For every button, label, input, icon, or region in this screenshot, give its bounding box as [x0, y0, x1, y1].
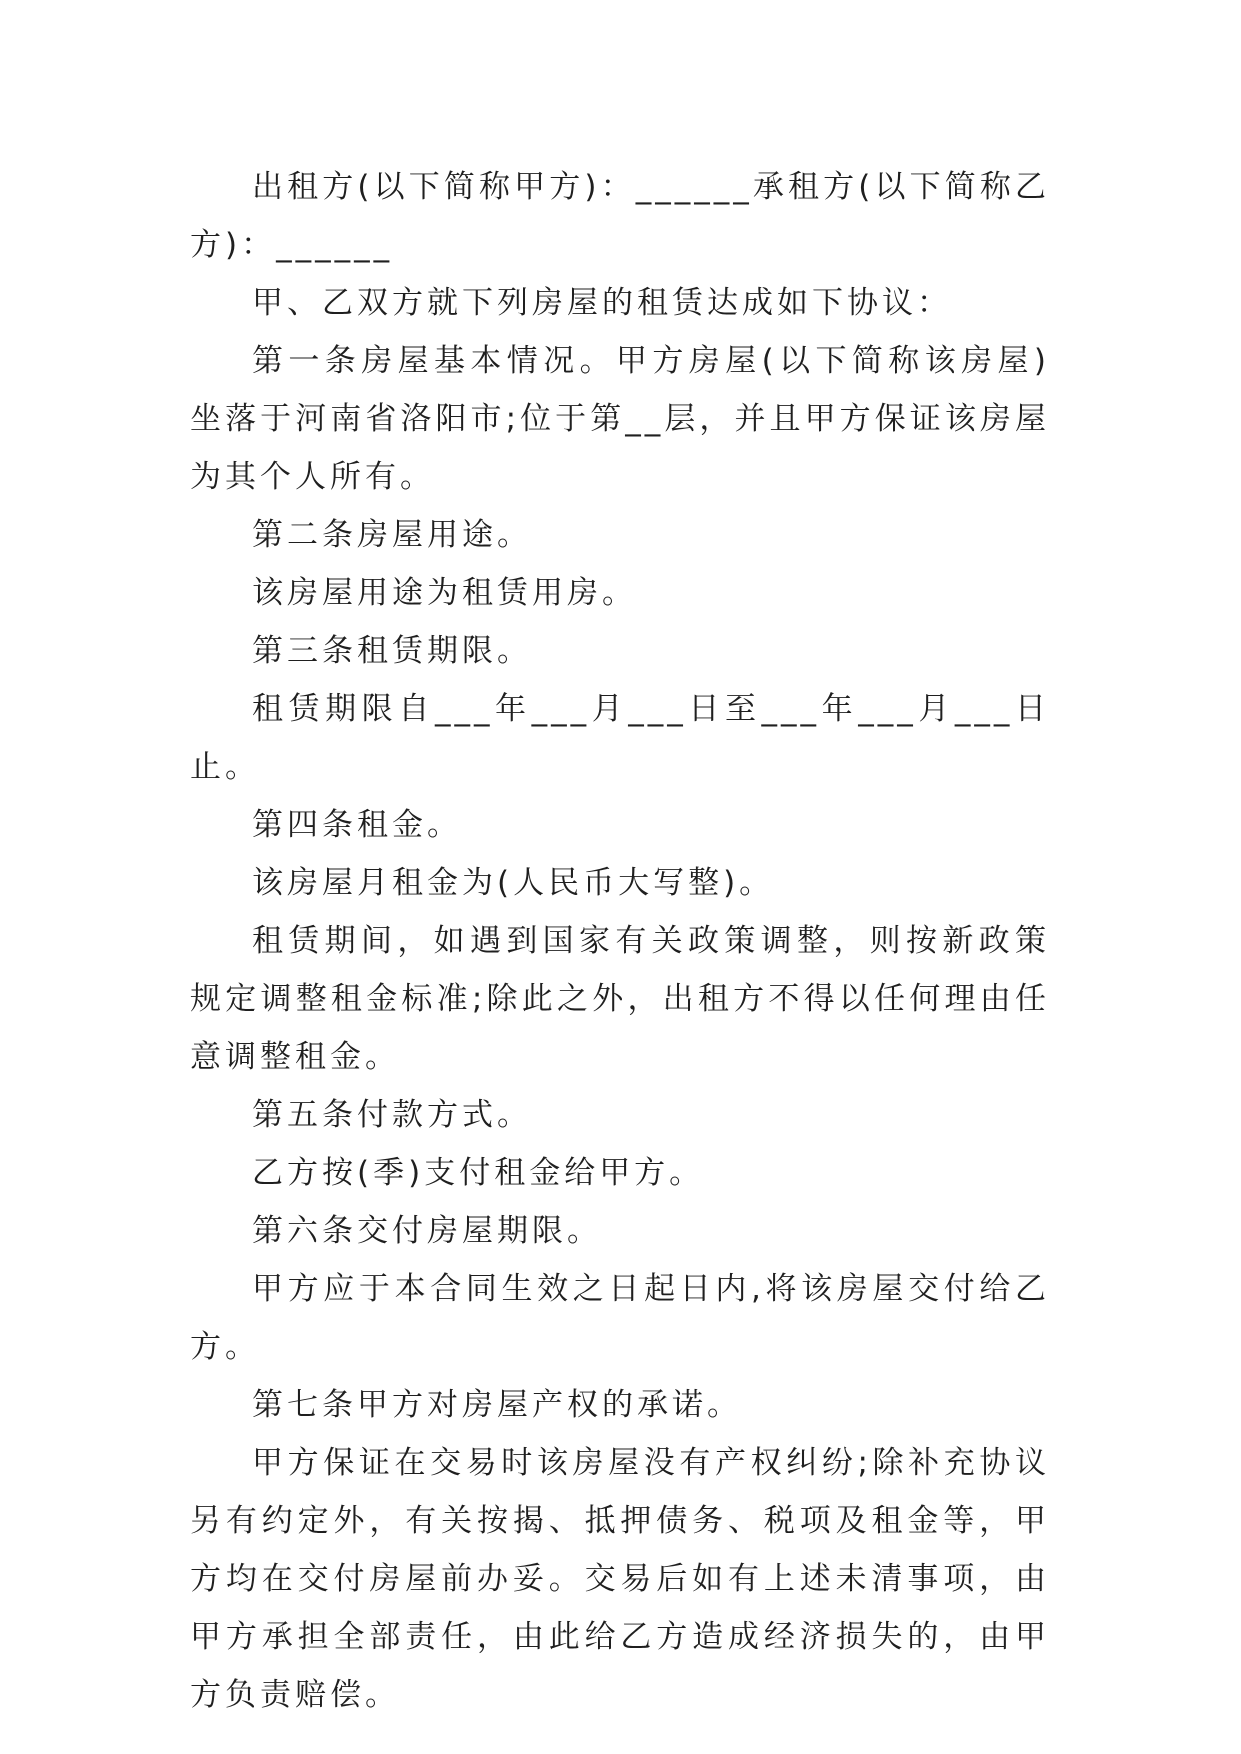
article-2-body: 该房屋用途为租赁用房。: [252, 575, 637, 611]
article-3-body: 租赁期限自___年___月___日至___年___月___日止。: [190, 691, 1050, 785]
article-4-adjustment: 租赁期间，如遇到国家有关政策调整，则按新政策规定调整租金标准;除此之外，出租方不得以任何理由任意调整租金。: [190, 923, 1050, 1075]
article-6-body: 甲方应于本合同生效之日起日内,将该房屋交付给乙方。: [190, 1271, 1050, 1365]
article-1-property-info: 第一条房屋基本情况。甲方房屋(以下简称该房屋)坐落于河南省洛阳市;位于第__层，并且甲方保证该房屋为其个人所有。: [190, 343, 1050, 495]
article-6-title: 第六条交付房屋期限。: [252, 1213, 602, 1249]
document-body: [190, 158, 1050, 1724]
article-4-body: 该房屋月租金为(人民币大写整)。: [252, 865, 775, 901]
article-7-body: 甲方保证在交易时该房屋没有产权纠纷;除补充协议另有约定外，有关按揭、抵押债务、税项及租金等，甲方均在交付房屋前办妥。交易后如有上述未清事项，由甲方承担全部责任，由此给乙方造成经济损失的，由甲方负责赔偿。: [190, 1445, 1050, 1713]
article-5-title: 第五条付款方式。: [252, 1097, 532, 1133]
article-5-body: 乙方按(季)支付租金给甲方。: [252, 1155, 705, 1191]
article-7-title: 第七条甲方对房屋产权的承诺。: [252, 1387, 742, 1423]
article-3-title: 第三条租赁期限。: [252, 633, 532, 669]
parties-line: 出租方(以下简称甲方)：______承租方(以下简称乙方)：______: [190, 169, 1050, 263]
article-4-title: 第四条租金。: [252, 807, 462, 843]
agreement-intro: 甲、乙双方就下列房屋的租赁达成如下协议：: [252, 285, 952, 321]
article-2-title: 第二条房屋用途。: [252, 517, 532, 553]
